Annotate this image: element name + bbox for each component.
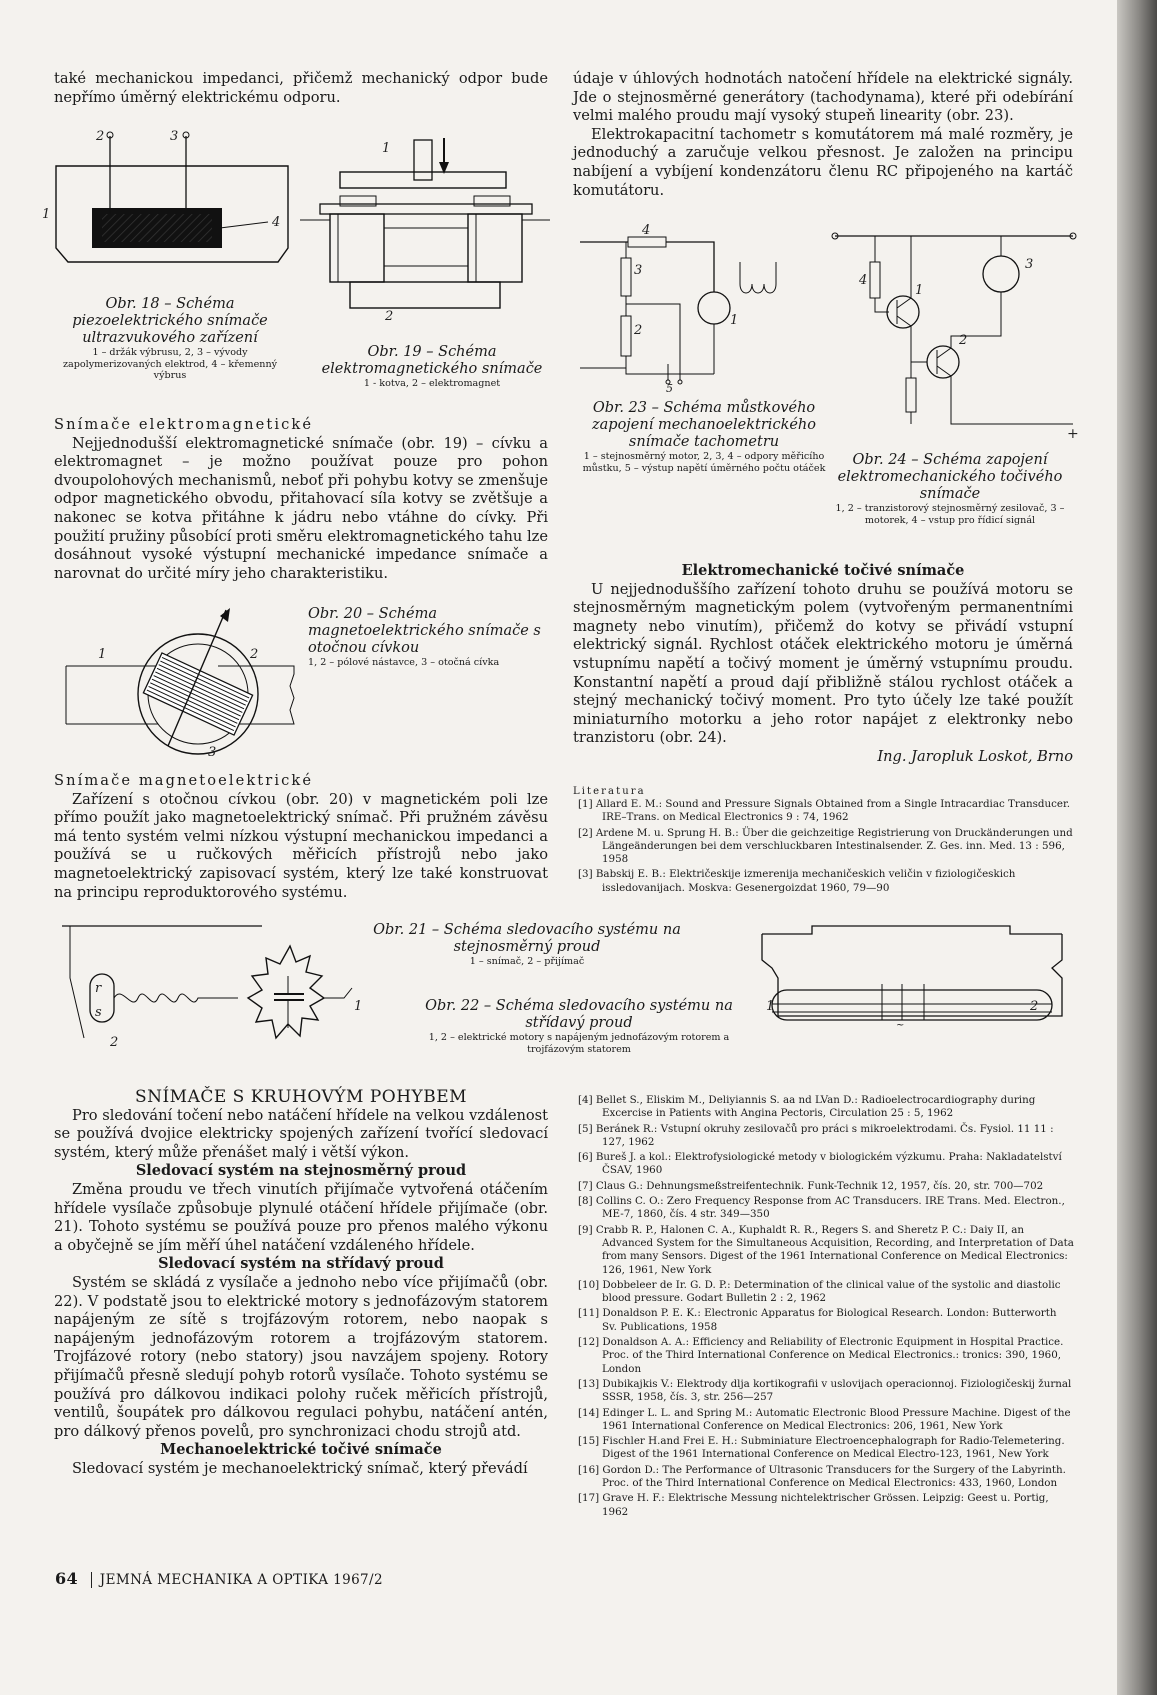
reference-item: [1] Allard E. M.: Sound and Pressure Signals Obtained from a Single Intracardiac Transducer. IRE–Trans. on Medical Electronics 9 : 74, 1962 xyxy=(578,798,1071,824)
author: Ing. Jaropluk Loskot, Brno xyxy=(877,747,1073,765)
svg-text:3: 3 xyxy=(1025,257,1034,272)
journal-name: JEMNÁ MECHANIKA A OPTIKA 1967/2 xyxy=(91,1572,383,1588)
reference-item: [12] Donaldson A. A.: Efficiency and Reliability of Electronic Equipment in Hospital Practice. Proc. of the Third International Conference on Medical Electronics.: tronics: 390, 1960, London xyxy=(578,1336,1064,1375)
caption-fig24-title: Obr. 24 – Schéma zapojení elektromechanického točivého snímače xyxy=(837,452,1063,502)
caption-fig24-legend: 1, 2 – tranzistorový stejnosměrný zesilovač, 3 – motorek, 4 – vstup pro řídicí signál xyxy=(835,503,1065,526)
text-circular: Pro sledování točení nebo natáčení hřídele na velkou vzdálenost se používá dvojice elektricky spojených zařízení tvořící sledovací systém, který může přenášet malý i větší výkon. xyxy=(54,1106,548,1161)
reference-item: [5] Beránek R.: Vstupní okruhy zesilovačů pro práci s mikroelektrodami. Čs. Fysiol. 11 11 : 127, 1962 xyxy=(578,1122,1054,1148)
reference-item: [4] Bellet S., Eliskim M., Deliyiannis S. aa nd LVan D.: Radioelectrocardiography during Excercise in Patients with Angina Pectoris, Circulation 25 : 5, 1962 xyxy=(578,1094,1036,1120)
svg-text:3: 3 xyxy=(634,263,643,278)
svg-text:1: 1 xyxy=(730,313,739,328)
caption-fig23 xyxy=(578,400,830,474)
figure-19 xyxy=(300,132,550,322)
svg-text:1: 1 xyxy=(98,647,107,662)
section-electromechanical xyxy=(573,562,1073,801)
caption-fig21 xyxy=(372,922,682,968)
figure-21 xyxy=(62,918,372,1068)
svg-text:~: ~ xyxy=(896,1020,905,1031)
svg-text:r: r xyxy=(95,981,102,996)
caption-fig18-legend: 1 – držák výbrusu, 2, 3 – vývody zapolymerizovaných elektrod, 4 – křemenný výbrus xyxy=(62,347,278,381)
svg-text:2: 2 xyxy=(1030,999,1039,1014)
svg-text:1: 1 xyxy=(42,207,51,222)
svg-text:1: 1 xyxy=(915,283,924,298)
svg-text:3: 3 xyxy=(170,129,179,144)
svg-text:2: 2 xyxy=(96,129,105,144)
literature-heading: Literatura xyxy=(573,785,646,797)
reference-item: [14] Edinger L. L. and Spring M.: Automatic Electronic Blood Pressure Machine. Digest of the 1961 International Conference on Medical Electronics: 206, 1961, New York xyxy=(578,1406,1071,1432)
right-paragraph-2: Elektrokapacitní tachometr s komutátorem má malé rozměry, je jednoduchý a zaručuje velkou přesnost. Je založen na principu nabíjení a vybíjení kondenzátoru členu RC připojeného na kartáč komutátoru. xyxy=(573,125,1073,199)
page-edge-shadow xyxy=(1117,0,1157,1695)
caption-fig18 xyxy=(50,296,290,382)
svg-text:3: 3 xyxy=(208,745,217,760)
caption-fig19 xyxy=(312,344,552,390)
figure-22 xyxy=(752,920,1072,1040)
caption-fig22 xyxy=(412,998,746,1055)
svg-text:2: 2 xyxy=(250,647,259,662)
reference-item: [7] Claus G.: Dehnungsmeßstreifentechnik. Funk-Technik 12, 1957, čís. 20, str. 700—702 xyxy=(578,1179,1044,1192)
text-ac: Systém se skládá z vysílače a jednoho nebo více přijímačů (obr. 22). V podstatě jsou to elektrické motory s jednofázovým statorem napájeným ze sítě s trojfázovým rotorem, nebo naopak s napájeným jednofázovým rotorem a trojfázovým statorem. Trojfázové rotory (nebo statory) jsou navzájem spojeny. Rotory přijímačů přesně sledují pohyb rotorů vysílače. Tohoto systému se používá pro dálkovou indikaci polohy ruček měřicích přístrojů, ventilů, šoupátek pro dálkovou regulaci pohybu, natáčení antén, pro dálkový přenos povelů, pro synchronizaci chodu strojů atd. xyxy=(54,1273,548,1440)
caption-fig19-title: Obr. 19 – Schéma elektromagnetického snímače xyxy=(321,344,543,377)
reference-item: [15] Fischler H.and Frei E. H.: Subminiature Electroencephalograph for Radio-Telemetering. Digest of the 1961 International Conference on Medical Electro-123, 1961, New York xyxy=(578,1435,1065,1461)
reference-item: [11] Donaldson P. E. K.: Electronic Apparatus for Biological Research. London: Butterworth Sv. Publications, 1958 xyxy=(578,1307,1057,1333)
intro-text: také mechanickou impedanci, přičemž mechanický odpor bude nepřímo úměrný elektrickému odporu. xyxy=(54,70,548,106)
svg-text:s: s xyxy=(95,1005,102,1020)
heading-electromagnetic: Snímače elektromagnetické xyxy=(54,416,314,433)
svg-text:5: 5 xyxy=(666,382,673,395)
heading-dc: Sledovací systém na stejnosměrný proud xyxy=(135,1162,467,1180)
heading-magnetoelectric: Snímače magnetoelektrické xyxy=(54,772,314,789)
caption-fig23-legend: 1 – stejnosměrný motor, 2, 3, 4 – odpory měřicího můstku, 5 – výstup napětí úměrného počtu otáček xyxy=(582,451,826,474)
svg-text:1: 1 xyxy=(382,141,391,156)
reference-item: [17] Grave H. F.: Elektrische Messung nichtelektrischer Grössen. Leipzig: Geest u. Portig, 1962 xyxy=(578,1492,1049,1518)
caption-fig19-legend: 1 - kotva, 2 – elektromagnet xyxy=(363,378,501,389)
references-a xyxy=(578,798,1074,897)
caption-fig21-legend: 1 – snímač, 2 – přijímač xyxy=(469,956,585,967)
reference-item: [8] Collins C. O.: Zero Frequency Response from AC Transducers. IRE Trans. Med. Electron., ME-7, 1860, čís. 4 str. 349—350 xyxy=(578,1195,1065,1221)
caption-fig21-title: Obr. 21 – Schéma sledovacího systému na stejnosměrný proud xyxy=(373,922,681,955)
figure-24 xyxy=(835,228,1079,442)
caption-fig22-title: Obr. 22 – Schéma sledovacího systému na střídavý proud xyxy=(425,998,733,1031)
section-magnetoelectric xyxy=(54,772,548,902)
reference-item: [9] Crabb R. P., Halonen C. A., Kuphaldt R. R., Regers S. and Sheretz P. C.: Daiy II, an Advanced System for the Simultaneous Acquisition, Recording, and Interpretation of Data from many Sensors. Digest of the 1961 International Conference on Medical Electronics: 126, 1961, New York xyxy=(578,1223,1074,1276)
figure-18 xyxy=(40,128,290,278)
reference-item: [3] Babskij E. B.: Električeskije izmerenija mechaničeskich veličin v fiziologičeskich issledovanijach. Moskva: Gesenergoizdat 1960, 79—90 xyxy=(578,868,1016,894)
caption-fig20 xyxy=(308,606,550,669)
svg-text:4: 4 xyxy=(642,223,651,238)
text-magnetoelectric: Zařízení s otočnou cívkou (obr. 20) v magnetickém poli lze přímo použít jako magnetoelektrický snímač. Při pružném závěsu má tento systém velmi nízkou výstupní mechanickou impedanci a používá se u ručkových měřicích přístrojů nebo jako magnetoelektrický zapisovací systém, který lze také konstruovat na principu reproduktorového systému. xyxy=(54,790,548,901)
section-electromagnetic xyxy=(54,416,548,583)
page-footer xyxy=(55,1569,383,1588)
reference-item: [10] Dobbeleer de Ir. G. D. P.: Determination of the clinical value of the systolic and diastolic blood pressure. Godart Bulletin 2 : 2, 1962 xyxy=(578,1278,1061,1305)
caption-fig20-title: Obr. 20 – Schéma magnetoelektrického snímače s otočnou cívkou xyxy=(308,606,541,656)
text-dc: Změna proudu ve třech vinutích přijímače vytvořená otáčením hřídele vysílače způsobuje plynulé otáčení hřídele přijímače (obr. 21). Tohoto systému se používá pouze pro přenos malého výkonu a obyčejně se jím měří úhel natáčení vzdáleného hřídele. xyxy=(54,1180,548,1254)
svg-text:1: 1 xyxy=(354,999,363,1014)
text-mechanoelectric: Sledovací systém je mechanoelektrický snímač, který převádí xyxy=(72,1459,528,1477)
text-electromagnetic: Nejjednodušší elektromagnetické snímače (obr. 19) – cívku a elektromagnet – je možno používat pouze pro pohon dvoupolohových mechanismů, neboť při pohybu kotvy se zmenšuje odpor magnetického obvodu, přitahovací síla kotvy se zvětšuje a nakonec se kotva přitáhne k jádru nebo vtáhne do cívky. Při použití pružiny působící proti směru elektromagnetického tahu lze dosáhnout vysoké výstupní mechanické impedance snímače a narovnat do určité míry jeho charakteristiku. xyxy=(54,434,548,582)
caption-fig18-title: Obr. 18 – Schéma piezoelektrického snímače ultrazvukového zařízení xyxy=(72,296,268,346)
reference-item: [6] Bureš J. a kol.: Elektrofysiologické metody v biologickém výzkumu. Praha: Nakladatelství ČSAV, 1960 xyxy=(578,1151,1062,1177)
caption-fig24 xyxy=(825,452,1075,526)
page-number: 64 xyxy=(55,1569,79,1588)
caption-fig23-title: Obr. 23 – Schéma můstkového zapojení mechanoelektrického snímače tachometru xyxy=(592,400,816,450)
heading-mechanoelectric: Mechanoelektrické točivé snímače xyxy=(160,1441,442,1459)
caption-fig20-legend: 1, 2 – pólové nástavce, 3 – otočná cívka xyxy=(308,657,500,668)
svg-text:2: 2 xyxy=(385,309,394,324)
caption-fig22-legend: 1, 2 – elektrické motory s napájeným jednofázovým rotorem a trojfázovým statorem xyxy=(428,1032,730,1055)
section-circular xyxy=(54,1088,548,1478)
reference-item: [2] Ardene M. u. Sprung H. B.: Über die geichzeitige Registrierung von Druckänderungen und Längeänderungen bei dem verschluckbaren Intestinalsender. Z. Ges. inn. Med. 13 : 596, 1958 xyxy=(578,826,1073,866)
svg-text:4: 4 xyxy=(272,215,281,230)
reference-item: [13] Dubikajkis V.: Elektrody dlja kortikografii v uslovijach operacionnoj. Fiziologičeskij žurnal SSSR, 1958, čís. 3, str. 256—257 xyxy=(578,1377,1072,1404)
heading-ac: Sledovací systém na střídavý proud xyxy=(158,1255,444,1273)
svg-text:+: + xyxy=(1067,426,1079,442)
svg-text:2: 2 xyxy=(959,333,968,348)
right-intro xyxy=(573,70,1073,200)
section-title-circular: SNÍMAČE S KRUHOVÝM POHYBEM xyxy=(134,1087,468,1107)
svg-text:4: 4 xyxy=(859,273,868,288)
text-electromechanical: U nejjednoduššího zařízení tohoto druhu se používá motoru se stejnosměrným magnetickým polem (vytvořeným permanentními magnety nebo vinutím), přičemž do kotvy se přivádí vstupní elektrický signál. Rychlost otáček elektrického motoru je úměrná vstupnímu napětí a točivý moment je úměrný vstupnímu proudu. Konstantní napětí a proud dají přibližně stálou rychlost otáček a stejný mechanický točivý moment. Pro tyto účely lze také použít miniaturního motorku a jeho rotor napájet z elektronky nebo tranzistoru (obr. 24). xyxy=(573,580,1073,747)
heading-electromechanical: Elektromechanické točivé snímače xyxy=(681,562,965,579)
svg-text:2: 2 xyxy=(110,1035,119,1050)
reference-item: [16] Gordon D.: The Performance of Ultrasonic Transducers for the Surgery of the Labyrinth. Proc. of the Third International Conference on Medical Electronics: 433, 1960, London xyxy=(578,1463,1066,1490)
references-b xyxy=(578,1094,1074,1521)
svg-text:1: 1 xyxy=(766,999,775,1014)
svg-text:2: 2 xyxy=(634,323,643,338)
intro-paragraph xyxy=(54,70,548,107)
right-paragraph-1: údaje v úhlových hodnotách natočení hřídele na elektrické signály. Jde o stejnosměrné generátory (tachodynama), které při odebírání velmi malého proudu mají vysoký stupeň linearity (obr. 23). xyxy=(573,70,1073,125)
figure-20 xyxy=(58,606,303,766)
figure-23 xyxy=(580,224,780,394)
